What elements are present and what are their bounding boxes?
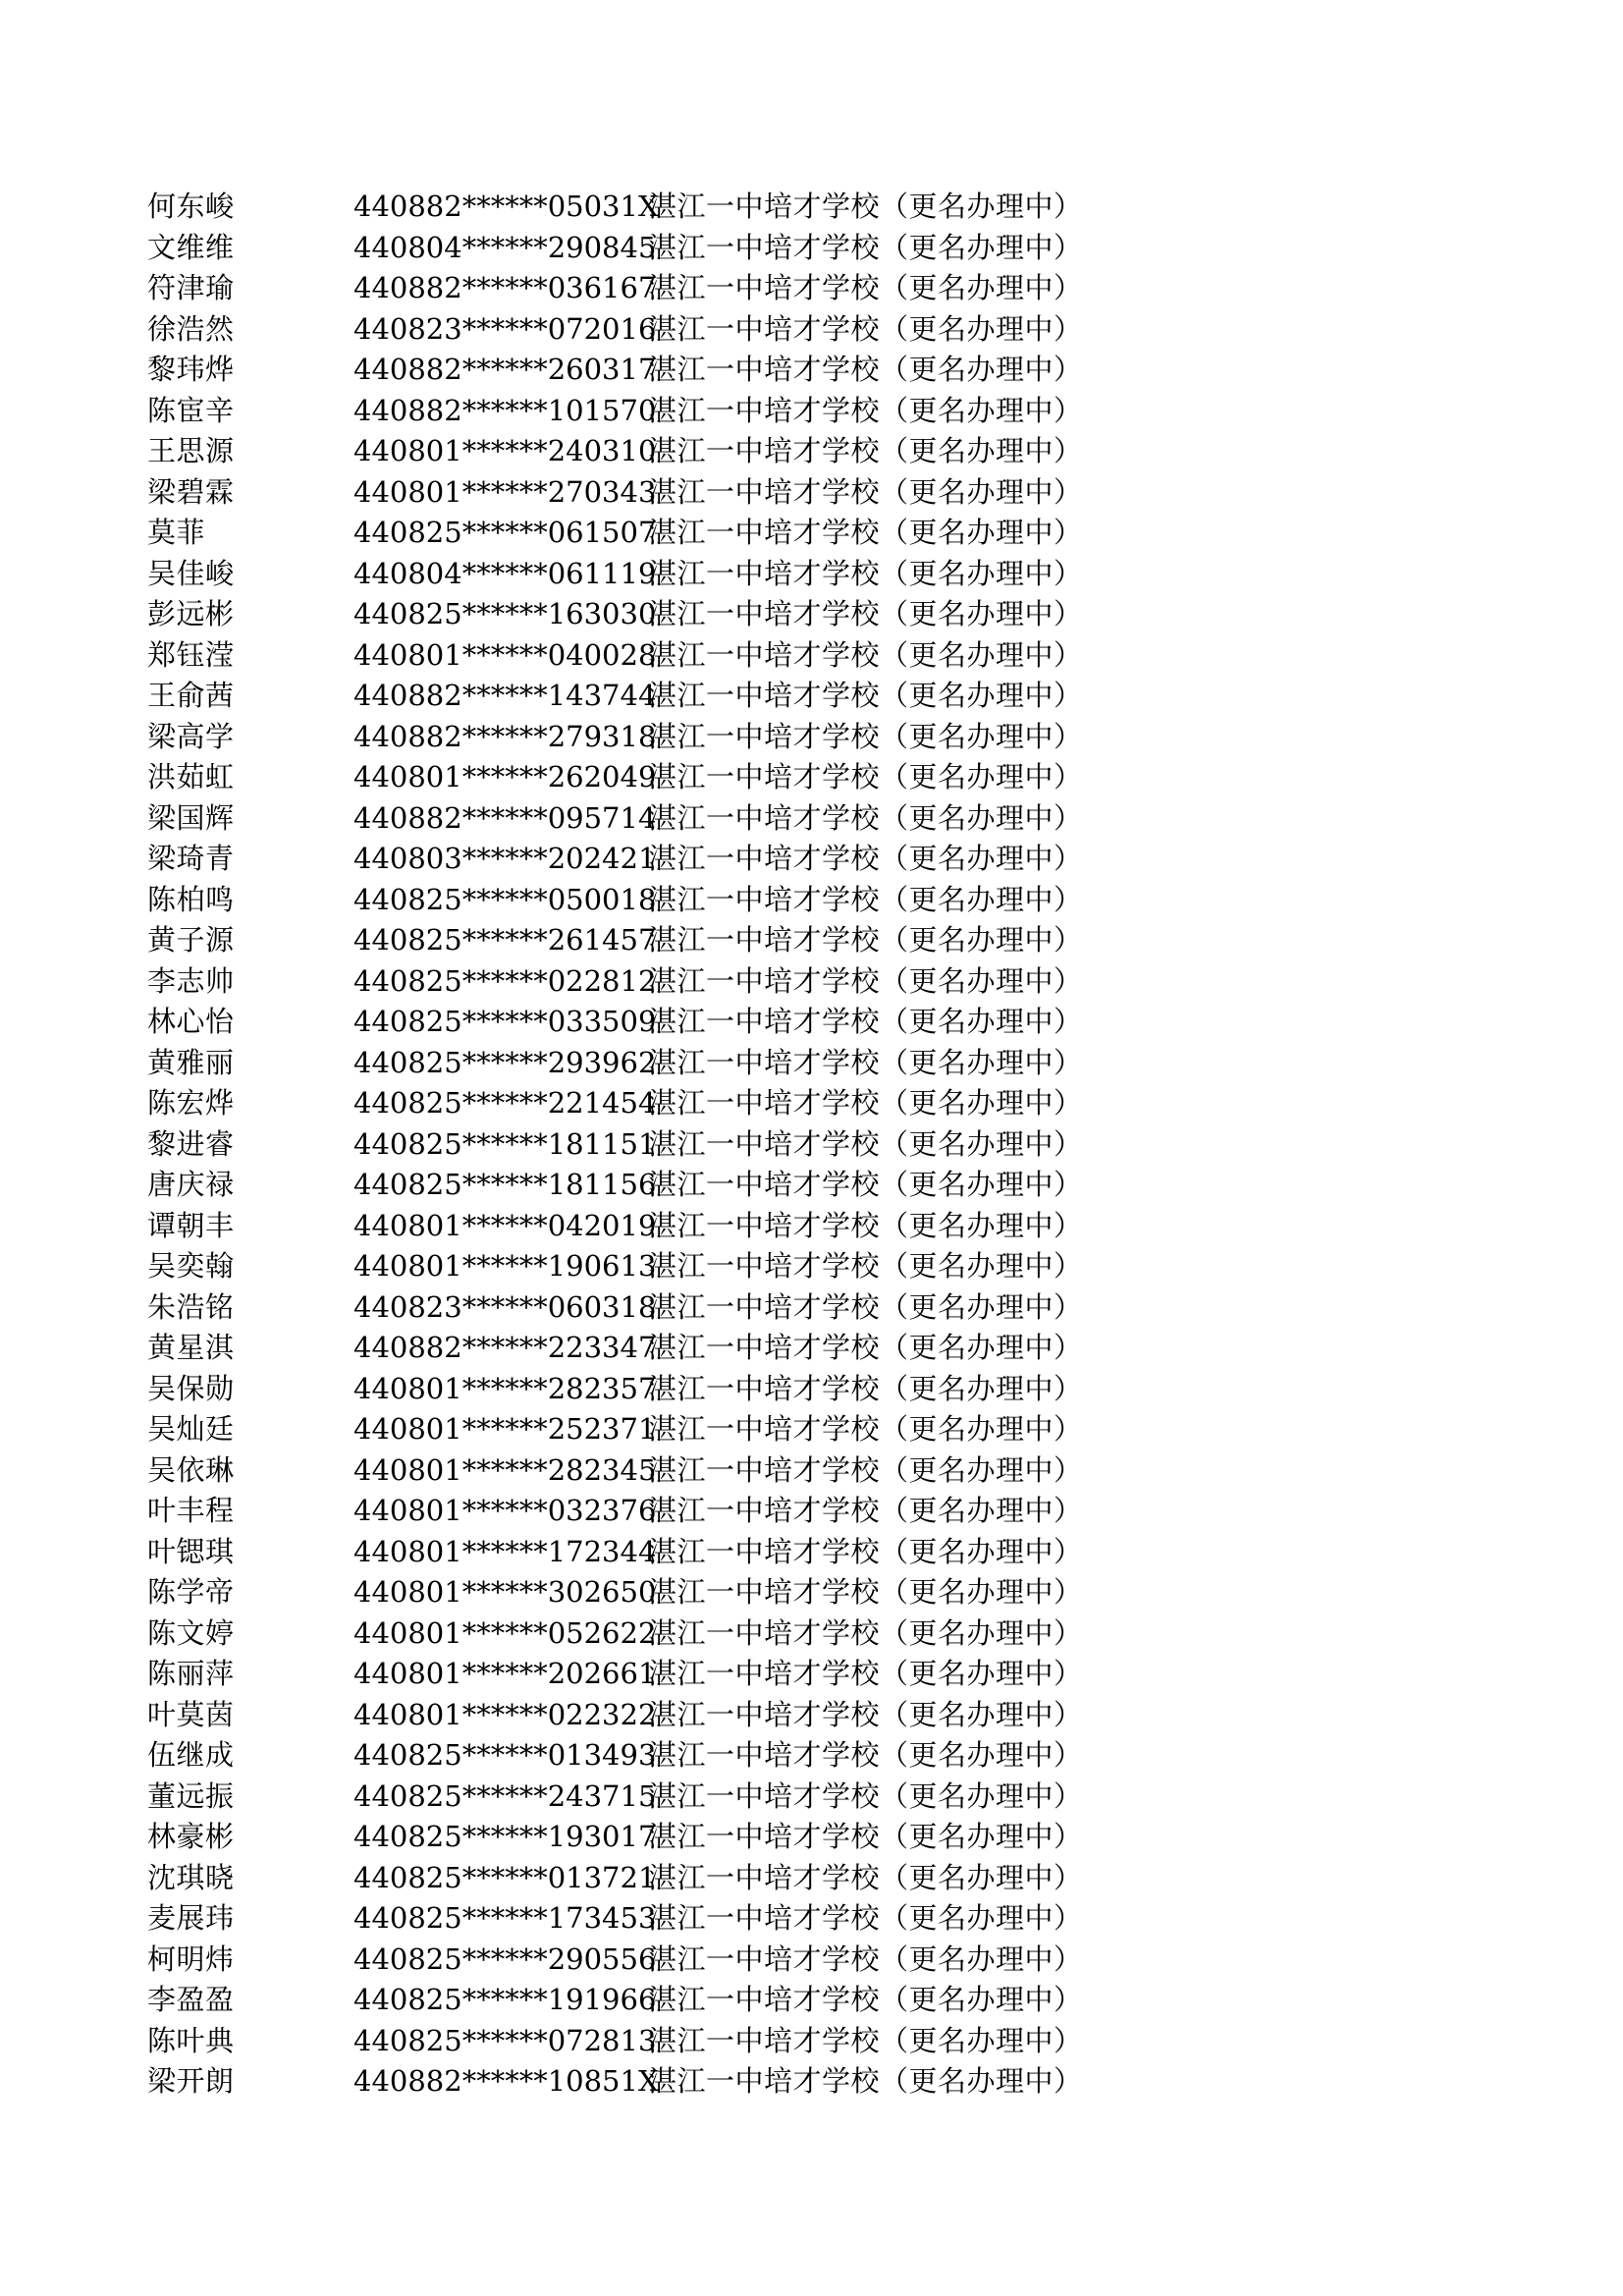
student-name: 黄星淇 [147,1331,235,1364]
student-school: 湛江一中培才学校（更名办理中） [648,1005,1083,1038]
student-name: 黄雅丽 [147,1045,235,1079]
student-id-number: 440801******172344 [353,1534,657,1568]
table-row [147,757,1188,798]
table-row [147,1491,1188,1532]
student-name: 梁碧霖 [147,474,235,509]
table-row [147,1817,1188,1858]
student-name: 洪茹虹 [147,760,235,793]
table-row [147,228,1188,269]
student-id-number: 440825******013493 [353,1738,657,1772]
student-name: 陈学帝 [147,1575,235,1609]
student-id-number: 440825******033509 [353,1005,657,1038]
table-row [147,309,1188,351]
table-row [147,1940,1188,1981]
student-id-number: 440801******040028 [353,637,657,672]
student-id-number: 440801******302650 [353,1575,657,1609]
student-id-number: 440801******202661 [353,1657,657,1690]
table-row [147,350,1188,391]
table-row [147,1532,1188,1573]
student-name: 李志帅 [147,963,235,998]
student-school: 湛江一中培才学校（更名办理中） [648,1168,1083,1201]
student-id-number: 440825******022812 [353,963,657,998]
student-school: 湛江一中培才学校（更名办理中） [648,637,1083,672]
table-row [147,1898,1188,1940]
student-school: 湛江一中培才学校（更名办理中） [648,1126,1083,1161]
table-row [147,635,1188,677]
student-name: 沈琪晓 [147,1860,235,1894]
student-school: 湛江一中培才学校（更名办理中） [648,882,1083,916]
table-row [147,1695,1188,1736]
student-school: 湛江一中培才学校（更名办理中） [648,1778,1083,1813]
student-name: 陈叶典 [147,2023,235,2057]
table-row [147,961,1188,1003]
student-school: 湛江一中培才学校（更名办理中） [648,311,1083,346]
student-name: 陈宦辛 [147,393,235,427]
student-name: 吴依琳 [147,1452,235,1487]
student-name: 叶莫茵 [147,1697,235,1731]
table-row [147,1735,1188,1777]
student-id-number: 440882******095714 [353,800,657,835]
student-name: 吴佳峻 [147,556,235,590]
student-school: 湛江一中培才学校（更名办理中） [648,1289,1083,1324]
student-id-number: 440825******293962 [353,1045,657,1079]
student-id-number: 440825******013721 [353,1860,657,1894]
student-name: 陈柏鸣 [147,882,235,916]
student-school: 湛江一中培才学校（更名办理中） [648,271,1083,304]
table-row [147,1124,1188,1166]
student-id-number: 440825******061507 [353,516,657,549]
student-id-number: 440882******101570 [353,393,657,427]
student-school: 湛江一中培才学校（更名办理中） [648,1697,1083,1731]
student-school: 湛江一中培才学校（更名办理中） [648,516,1083,549]
student-school: 湛江一中培才学校（更名办理中） [648,2064,1083,2098]
table-row [147,1980,1188,2021]
student-school: 湛江一中培才学校（更名办理中） [648,190,1083,223]
student-school: 湛江一中培才学校（更名办理中） [648,597,1083,630]
student-id-number: 440801******022322 [353,1697,657,1731]
table-row [147,1450,1188,1492]
student-name: 梁高学 [147,719,235,753]
student-id-number: 440825******050018 [353,882,657,916]
student-school: 湛江一中培才学校（更名办理中） [648,800,1083,835]
student-name: 陈宏烨 [147,1086,235,1120]
student-school: 湛江一中培才学校（更名办理中） [648,434,1083,467]
student-school: 湛江一中培才学校（更名办理中） [648,1249,1083,1283]
student-name: 柯明炜 [147,1941,235,1976]
student-id-number: 440882******279318 [353,719,657,753]
table-row [147,920,1188,961]
student-school: 湛江一中培才学校（更名办理中） [648,923,1083,957]
student-id-number: 440882******143744 [353,679,657,712]
table-row [147,1002,1188,1043]
table-row [147,268,1188,309]
table-row [147,839,1188,880]
student-name: 黄子源 [147,923,235,957]
student-name: 文维维 [147,230,235,264]
student-name: 麦展玮 [147,1901,235,1935]
student-name: 吴灿廷 [147,1412,235,1446]
student-school: 湛江一中培才学校（更名办理中） [648,393,1083,427]
student-name: 黎玮烨 [147,353,235,386]
student-school: 湛江一中培才学校（更名办理中） [648,842,1083,875]
table-row [147,1043,1188,1084]
student-id-number: 440882******10851X [353,2064,659,2098]
table-row [147,391,1188,432]
student-roster-table [147,187,1188,2103]
student-id-number: 440825******243715 [353,1778,657,1813]
student-name: 梁国辉 [147,800,235,835]
student-name: 唐庆禄 [147,1168,235,1201]
student-school: 湛江一中培才学校（更名办理中） [648,1371,1083,1405]
student-id-number: 440825******173453 [353,1901,657,1935]
student-name: 伍继成 [147,1738,235,1772]
student-id-number: 440882******036167 [353,271,657,304]
student-id-number: 440801******052622 [353,1615,657,1650]
student-id-number: 440801******282357 [353,1371,657,1405]
roster-body [147,187,1188,2103]
table-row [147,1858,1188,1899]
student-school: 湛江一中培才学校（更名办理中） [648,1045,1083,1079]
student-school: 湛江一中培才学校（更名办理中） [648,474,1083,509]
student-id-number: 440803******202421 [353,842,657,875]
student-school: 湛江一中培才学校（更名办理中） [648,963,1083,998]
student-name: 吴保勋 [147,1371,235,1405]
student-name: 王思源 [147,434,235,467]
student-school: 湛江一中培才学校（更名办理中） [648,1901,1083,1935]
student-name: 谭朝丰 [147,1208,235,1242]
student-school: 湛江一中培才学校（更名办理中） [648,1860,1083,1894]
student-school: 湛江一中培才学校（更名办理中） [648,679,1083,712]
student-school: 湛江一中培才学校（更名办理中） [648,1657,1083,1690]
student-id-number: 440825******163030 [353,597,657,630]
student-school: 湛江一中培才学校（更名办理中） [648,1534,1083,1568]
student-id-number: 440823******072016 [353,311,657,346]
table-row [147,1165,1188,1206]
student-id-number: 440801******042019 [353,1208,657,1242]
student-name: 莫菲 [147,516,206,549]
table-row [147,554,1188,595]
table-row [147,1246,1188,1287]
student-id-number: 440804******061119 [353,556,657,590]
student-name: 彭远彬 [147,597,235,630]
student-name: 符津瑜 [147,271,235,304]
student-id-number: 440801******270343 [353,474,657,509]
table-row [147,1083,1188,1124]
student-name: 林豪彬 [147,1820,235,1853]
student-school: 湛江一中培才学校（更名办理中） [648,1615,1083,1650]
student-id-number: 440825******193017 [353,1820,657,1853]
table-row [147,1287,1188,1329]
table-row [147,1613,1188,1655]
table-row [147,594,1188,635]
student-name: 林心怡 [147,1005,235,1038]
table-row [147,798,1188,840]
student-id-number: 440882******05031X [353,190,659,223]
student-id-number: 440801******240310 [353,434,657,467]
table-row [147,717,1188,758]
student-id-number: 440882******223347 [353,1331,657,1364]
student-school: 湛江一中培才学校（更名办理中） [648,1086,1083,1120]
student-school: 湛江一中培才学校（更名办理中） [648,1208,1083,1242]
table-row [147,1654,1188,1695]
student-id-number: 440823******060318 [353,1289,657,1324]
table-row [147,880,1188,921]
table-row [147,187,1188,228]
student-name: 董远振 [147,1778,235,1813]
student-school: 湛江一中培才学校（更名办理中） [648,719,1083,753]
student-id-number: 440801******282345 [353,1452,657,1487]
table-row [147,1777,1188,1818]
table-row [147,1369,1188,1410]
student-school: 湛江一中培才学校（更名办理中） [648,1575,1083,1609]
student-name: 徐浩然 [147,311,235,346]
student-name: 叶锶琪 [147,1534,235,1568]
student-id-number: 440801******252371 [353,1412,657,1446]
student-name: 何东峻 [147,190,235,223]
student-school: 湛江一中培才学校（更名办理中） [648,230,1083,264]
student-name: 叶丰程 [147,1494,235,1527]
table-row [147,1328,1188,1369]
student-school: 湛江一中培才学校（更名办理中） [648,1331,1083,1364]
student-name: 陈丽萍 [147,1657,235,1690]
student-school: 湛江一中培才学校（更名办理中） [648,1820,1083,1853]
student-name: 梁开朗 [147,2064,235,2098]
student-school: 湛江一中培才学校（更名办理中） [648,1738,1083,1772]
student-id-number: 440825******072813 [353,2023,657,2057]
student-name: 黎进睿 [147,1126,235,1161]
student-name: 陈文婷 [147,1615,235,1650]
student-school: 湛江一中培才学校（更名办理中） [648,2023,1083,2057]
table-row [147,2061,1188,2103]
roster-content [147,187,1473,2103]
student-name: 朱浩铭 [147,1289,235,1324]
student-school: 湛江一中培才学校（更名办理中） [648,1494,1083,1527]
table-row [147,1572,1188,1613]
student-name: 郑钰滢 [147,637,235,672]
student-id-number: 440825******290556 [353,1941,657,1976]
table-row [147,2021,1188,2062]
student-id-number: 440882******260317 [353,353,657,386]
student-id-number: 440825******221454 [353,1086,657,1120]
student-school: 湛江一中培才学校（更名办理中） [648,1941,1083,1976]
student-school: 湛江一中培才学校（更名办理中） [648,353,1083,386]
student-name: 李盈盈 [147,1983,235,2016]
student-id-number: 440825******191966 [353,1983,657,2016]
table-row [147,431,1188,472]
table-row [147,513,1188,554]
student-school: 湛江一中培才学校（更名办理中） [648,1983,1083,2016]
student-school: 湛江一中培才学校（更名办理中） [648,1452,1083,1487]
student-id-number: 440801******190613 [353,1249,657,1283]
student-name: 王俞茜 [147,679,235,712]
student-school: 湛江一中培才学校（更名办理中） [648,1412,1083,1446]
table-row [147,676,1188,717]
table-row [147,1206,1188,1247]
student-name: 梁琦青 [147,842,235,875]
student-id-number: 440804******290845 [353,230,657,264]
table-row [147,1409,1188,1450]
student-name: 吴奕翰 [147,1249,235,1283]
student-id-number: 440825******181156 [353,1168,657,1201]
student-school: 湛江一中培才学校（更名办理中） [648,760,1083,793]
student-id-number: 440801******032376 [353,1494,657,1527]
student-id-number: 440801******262049 [353,760,657,793]
student-id-number: 440825******181151 [353,1126,657,1161]
student-id-number: 440825******261457 [353,923,657,957]
student-school: 湛江一中培才学校（更名办理中） [648,556,1083,590]
table-row [147,472,1188,514]
